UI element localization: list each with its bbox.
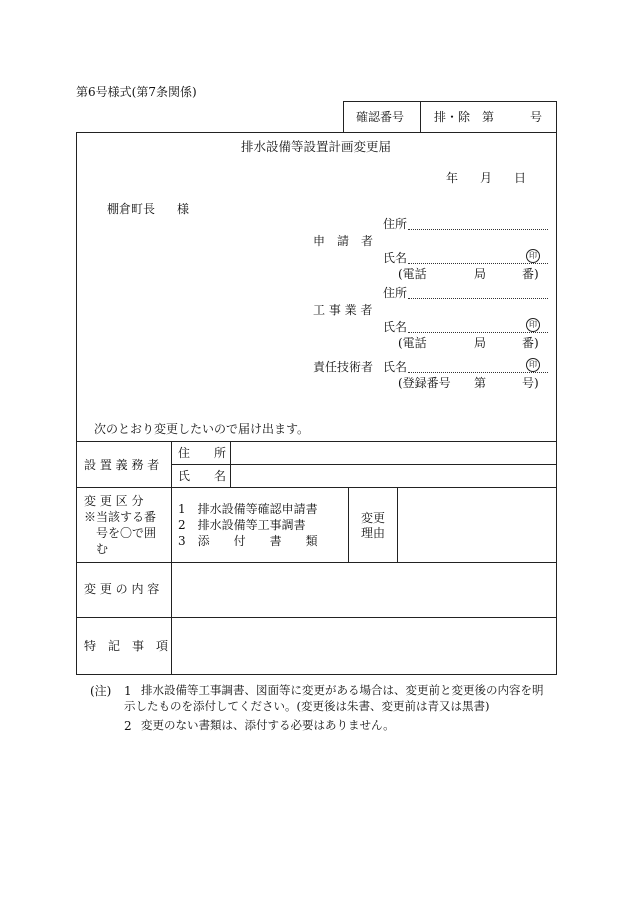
engineer-name-label: 氏名 [383, 360, 408, 374]
contractor-seal-icon: 印 [526, 318, 540, 332]
category-reason-left [348, 487, 349, 562]
category-label-line2: ※当該する番 [84, 510, 157, 524]
applicant-address-line [408, 229, 548, 230]
category-top-rule [76, 487, 557, 488]
confirm-box-top [343, 101, 556, 102]
category-option-2: 2 排水設備等工事調書 [178, 518, 306, 532]
notes-prefix: (注) [90, 684, 112, 698]
frame-right [556, 101, 557, 675]
frame-top [76, 132, 557, 133]
addressee-honorific: 様 [177, 202, 190, 216]
obligor-label: 設 置 義 務 者 [84, 458, 160, 472]
applicant-role: 申 請 者 [313, 234, 374, 248]
contractor-phone-ban: 番) [522, 336, 539, 350]
note1-line1: 排水設備等工事調書、図面等に変更がある場合は、変更前と変更後の内容を明 [141, 683, 544, 697]
applicant-seal-icon: 印 [526, 249, 540, 263]
engineer-name-line [408, 372, 548, 373]
note2-line1: 変更のない書類は、添付する必要はありません。 [141, 718, 395, 732]
content-top-rule [76, 562, 557, 563]
obligor-top-rule [76, 441, 557, 442]
applicant-name-label: 氏名 [383, 251, 408, 265]
statement-text: 次のとおり変更したいので届け出ます。 [94, 422, 310, 436]
contractor-address-label: 住所 [383, 286, 408, 300]
frame-bottom [76, 674, 557, 675]
confirm-box-left [343, 101, 344, 132]
category-reason-right [397, 487, 398, 562]
applicant-phone-open: (電話 [398, 267, 427, 281]
engineer-reg-open: (登録番号 [398, 376, 451, 390]
reason-label-line1: 変更 [361, 511, 386, 525]
confirm-label: 確認番号 [356, 110, 405, 124]
category-label-line4: む [96, 542, 109, 556]
obligor-name-label: 氏 名 [178, 469, 227, 483]
confirm-dai: 第 [482, 110, 495, 124]
change-content-label: 変 更 の 内 容 [84, 582, 160, 596]
note2-number: 2 [124, 719, 132, 733]
engineer-reg-go: 号) [522, 376, 539, 390]
applicant-name-line [408, 263, 548, 264]
category-label-line3: 号を〇で囲 [96, 526, 157, 540]
addressee-name: 棚倉町長 [107, 202, 156, 216]
special-notes-label: 特 記 事 項 [84, 639, 169, 653]
contractor-phone-kyoku: 局 [474, 336, 487, 350]
applicant-phone-ban: 番) [522, 267, 539, 281]
note1-line2: 示したものを添付してください。(変更後は朱書、変更前は青又は黒書) [124, 699, 490, 713]
confirm-box-divider [420, 101, 421, 132]
category-label-line1: 変 更 区 分 [84, 494, 144, 508]
category-option-3: 3 添 付 書 類 [178, 534, 318, 548]
date-day: 日 [514, 171, 527, 185]
date-year: 年 [446, 171, 459, 185]
note1-number: 1 [124, 684, 132, 698]
applicant-phone-kyoku: 局 [474, 267, 487, 281]
engineer-seal-icon: 印 [526, 358, 540, 372]
contractor-role: 工 事 業 者 [313, 303, 373, 317]
date-month: 月 [480, 171, 493, 185]
category-option-1: 1 排水設備等確認申請書 [178, 502, 318, 516]
frame-left [76, 132, 77, 675]
applicant-address-label: 住所 [383, 217, 408, 231]
document-title: 排水設備等設置計画変更届 [241, 139, 392, 154]
category-col-divider [171, 487, 172, 675]
reason-label-line2: 理由 [361, 526, 386, 540]
contractor-phone-open: (電話 [398, 336, 427, 350]
engineer-reg-dai: 第 [474, 376, 487, 390]
contractor-address-line [408, 298, 548, 299]
form-number: 第6号様式(第7条関係) [76, 85, 197, 99]
confirm-prefix: 排・除 [434, 110, 471, 124]
obligor-address-label: 住 所 [178, 446, 227, 460]
special-top-rule [76, 617, 557, 618]
confirm-go: 号 [530, 110, 543, 124]
contractor-name-line [408, 332, 548, 333]
contractor-name-label: 氏名 [383, 320, 408, 334]
obligor-row-divider [171, 464, 557, 465]
engineer-role: 責任技術者 [313, 360, 374, 374]
